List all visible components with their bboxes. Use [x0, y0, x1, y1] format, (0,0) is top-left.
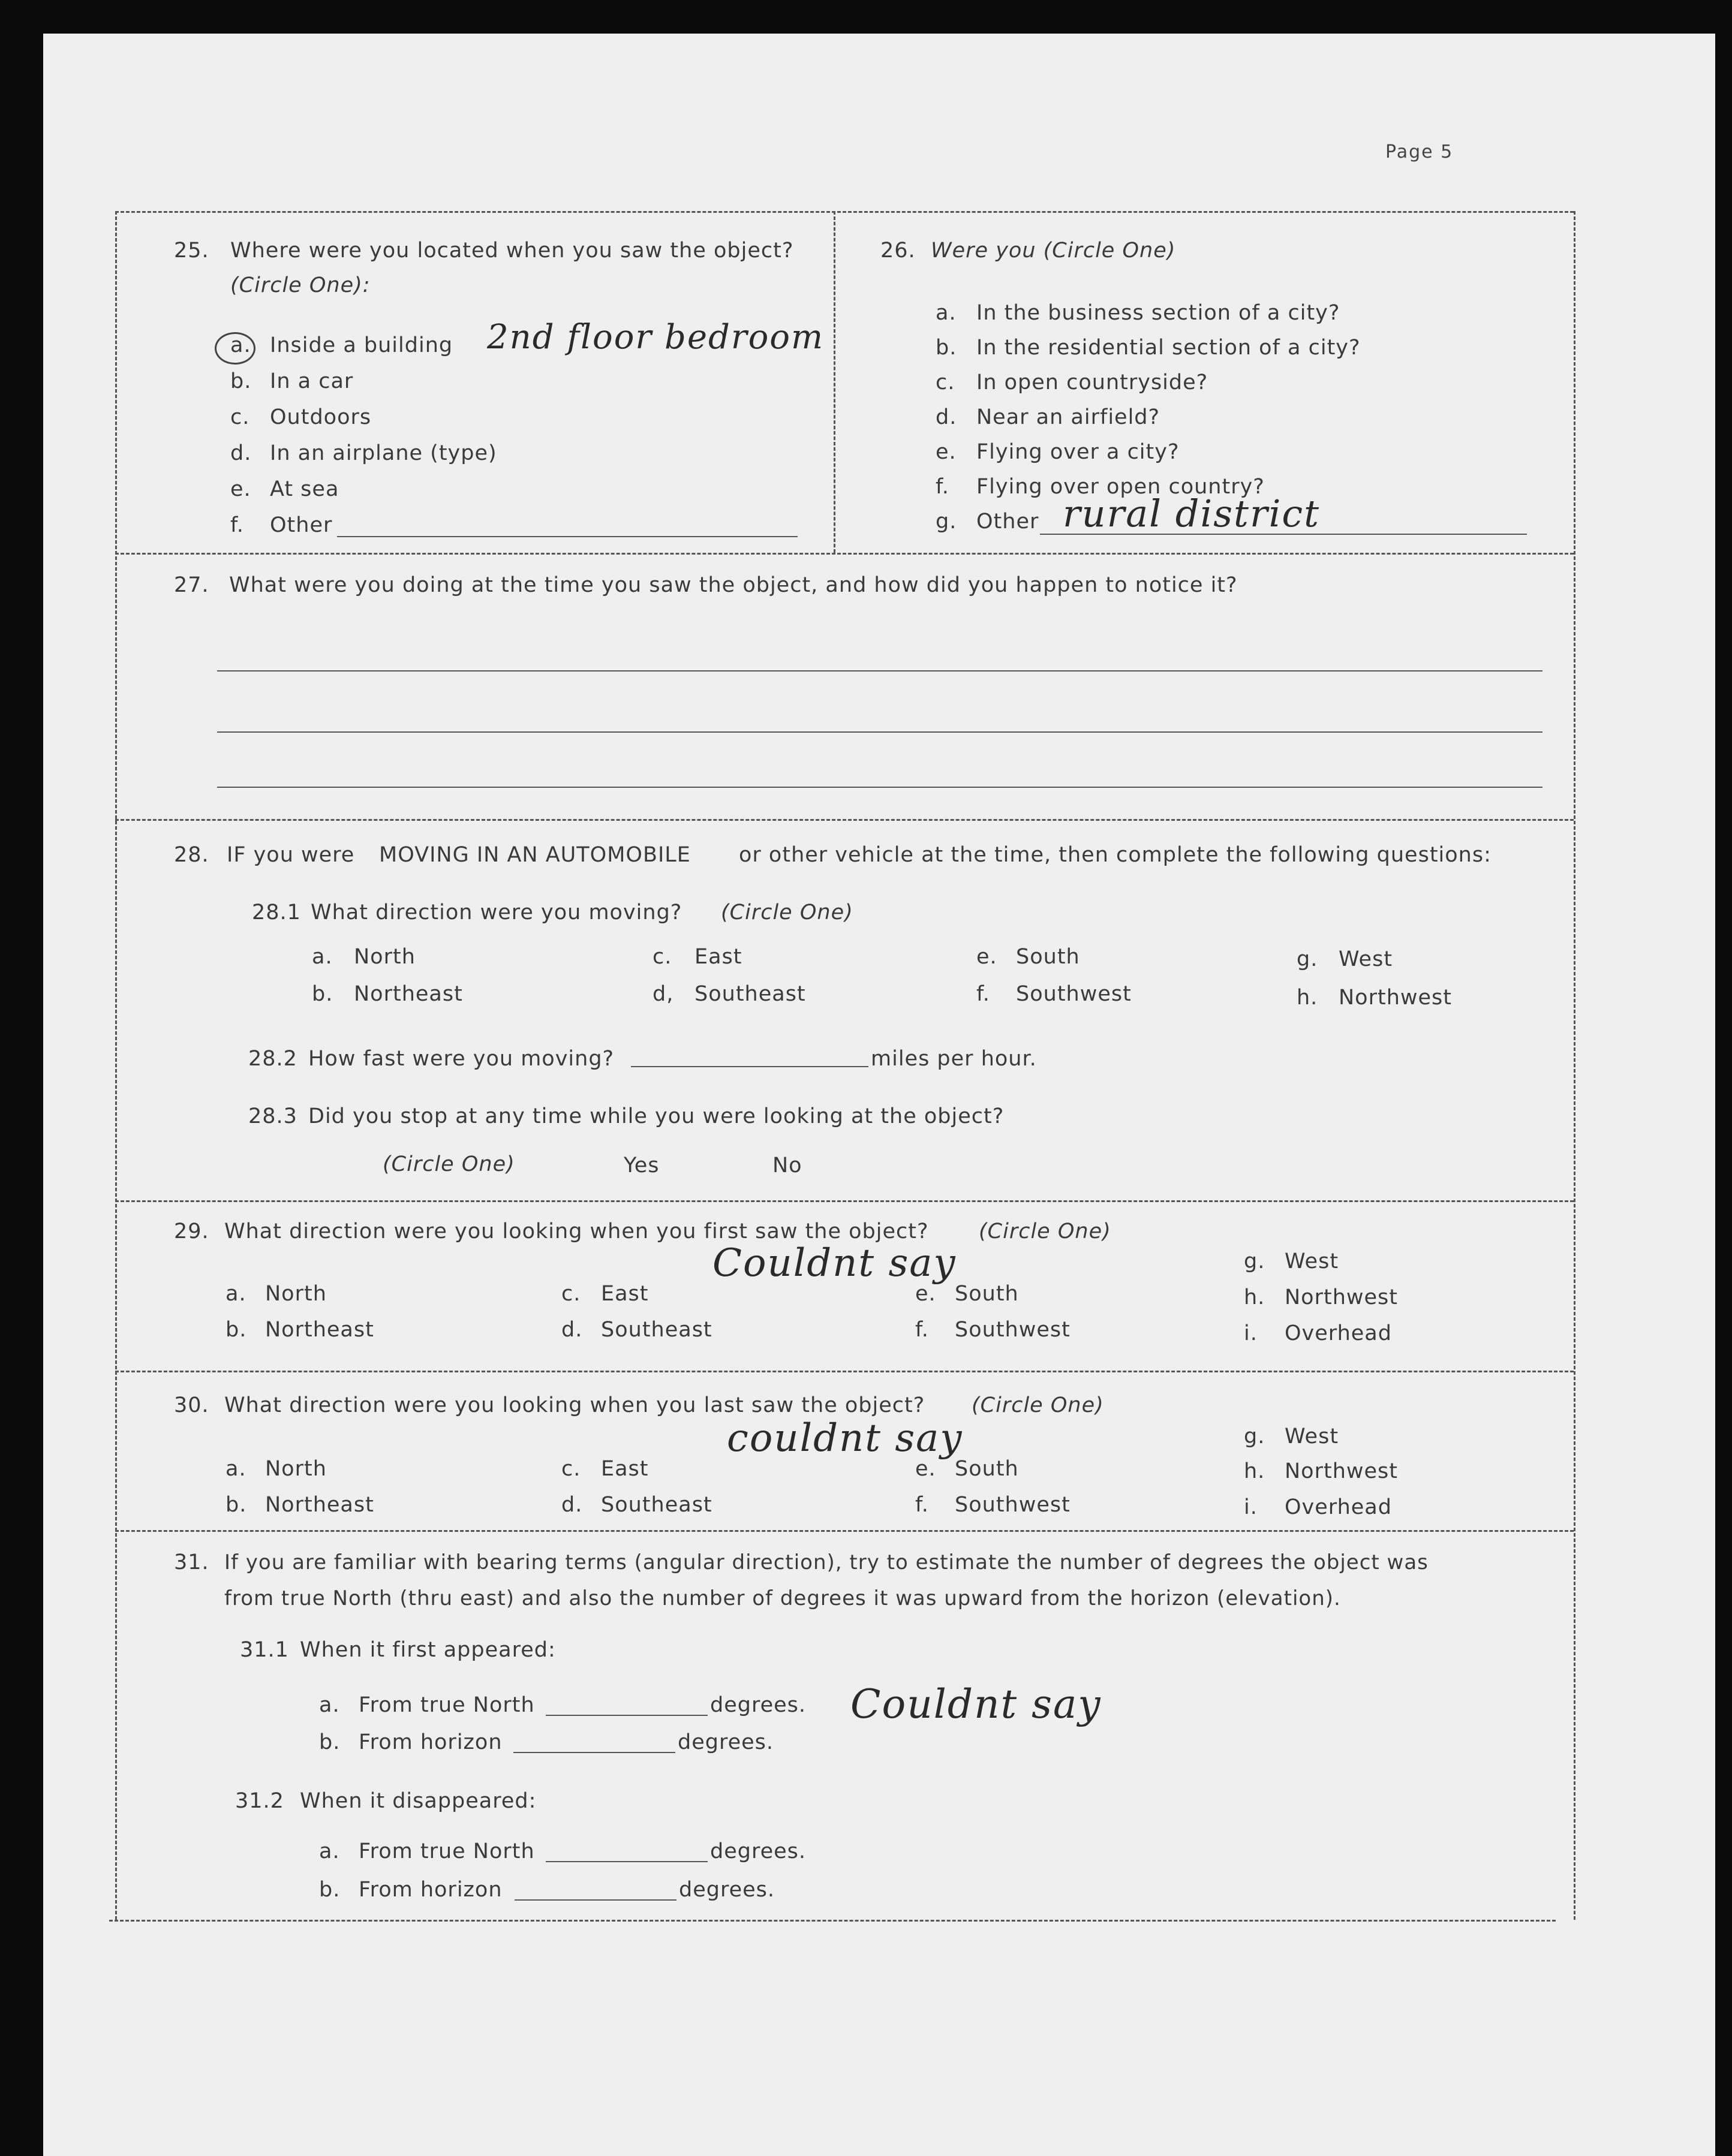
q28-1-option-b-letter: b.: [312, 982, 333, 1006]
divider-q25-q26: [834, 211, 835, 553]
q27-answer-line-2[interactable]: [217, 731, 1542, 733]
q25-option-c-letter: c.: [230, 405, 250, 429]
q31-2-a-label: From true North: [359, 1839, 535, 1863]
q28-text-caps: MOVING IN AN AUTOMOBILE: [379, 843, 691, 867]
q31-handwritten-answer: Couldnt say: [850, 1681, 1102, 1727]
q31-2-b-label: From horizon: [359, 1878, 503, 1902]
form-left-border: [115, 211, 117, 1920]
q31-1-a-letter: a.: [319, 1693, 340, 1717]
q29-option-c[interactable]: East: [601, 1282, 649, 1306]
q27-text: What were you doing at the time you saw the object, and how did you happen to notice it?: [229, 573, 1238, 597]
q30-number: 30.: [174, 1393, 209, 1417]
q28-number: 28.: [174, 843, 209, 867]
divider-q29-q30: [115, 1371, 1574, 1372]
q28-2-speed-field[interactable]: [631, 1066, 868, 1067]
q30-option-b[interactable]: Northeast: [265, 1493, 374, 1517]
q30-option-i[interactable]: Overhead: [1285, 1495, 1392, 1519]
q28-3-number: 28.3: [248, 1104, 297, 1128]
q28-3-no[interactable]: No: [772, 1154, 802, 1178]
q28-1-text: What direction were you moving?: [311, 901, 682, 925]
q28-3-instruction: (Circle One): [383, 1152, 515, 1176]
q26-handwritten-answer: rural district: [1063, 492, 1321, 535]
q25-option-a[interactable]: Inside a building: [270, 333, 453, 357]
q28-1-option-f[interactable]: Southwest: [1016, 982, 1132, 1006]
q25-option-a-letter: a.: [230, 333, 251, 357]
q31-1-a-label: From true North: [359, 1693, 535, 1717]
q29-option-f[interactable]: Southwest: [955, 1318, 1071, 1342]
q30-option-f-letter: f.: [915, 1493, 929, 1517]
q30-option-e[interactable]: South: [955, 1457, 1019, 1481]
divider-q25-q27: [115, 553, 1574, 555]
form-right-border: [1574, 211, 1575, 1920]
q29-option-d[interactable]: Southeast: [601, 1318, 712, 1342]
q26-text: Were you (Circle One): [931, 239, 1176, 263]
q25-handwritten-answer: 2nd floor bedroom: [487, 318, 825, 357]
q31-2-b-suffix: degrees.: [679, 1878, 775, 1902]
q29-number: 29.: [174, 1219, 209, 1243]
q28-2-suffix: miles per hour.: [871, 1047, 1037, 1071]
q28-1-option-g[interactable]: West: [1339, 947, 1393, 971]
q26-option-f[interactable]: Flying over open country?: [976, 475, 1265, 499]
q25-option-e[interactable]: At sea: [270, 477, 339, 501]
q26-option-g-letter: g.: [936, 510, 957, 534]
q28-3-yes[interactable]: Yes: [624, 1154, 660, 1178]
q28-1-option-c[interactable]: East: [694, 945, 742, 969]
divider-q27-q28: [115, 819, 1574, 821]
q26-option-c[interactable]: In open countryside?: [976, 371, 1208, 395]
q31-1-a-suffix: degrees.: [710, 1693, 807, 1717]
q31-2-a-field[interactable]: [546, 1861, 708, 1862]
q31-2-number: 31.2: [235, 1789, 284, 1813]
q25-option-b-letter: b.: [230, 369, 252, 393]
q26-option-a[interactable]: In the business section of a city?: [976, 301, 1340, 325]
q26-number: 26.: [880, 239, 916, 263]
q25-option-d[interactable]: In an airplane (type): [270, 441, 497, 465]
q30-option-i-letter: i.: [1244, 1495, 1258, 1519]
q25-option-f-letter: f.: [230, 513, 244, 537]
q26-option-d-letter: d.: [936, 405, 957, 429]
divider-q30-q31: [115, 1530, 1574, 1532]
q28-1-option-g-letter: g.: [1297, 947, 1318, 971]
q30-option-a-letter: a.: [225, 1457, 246, 1481]
q29-option-b[interactable]: Northeast: [265, 1318, 374, 1342]
q26-option-b[interactable]: In the residential section of a city?: [976, 336, 1361, 360]
page-number: Page 5: [1385, 141, 1454, 162]
q25-option-d-letter: d.: [230, 441, 252, 465]
q31-2-a-letter: a.: [319, 1839, 340, 1863]
q26-option-a-letter: a.: [936, 301, 957, 325]
q26-option-e-letter: e.: [936, 440, 957, 464]
q29-option-h-letter: h.: [1244, 1285, 1265, 1309]
q28-1-option-h-letter: h.: [1297, 986, 1318, 1010]
q30-instruction: (Circle One): [972, 1393, 1104, 1417]
q25-number: 25.: [174, 239, 209, 263]
divider-q28-q29: [115, 1200, 1574, 1202]
q28-1-option-a[interactable]: North: [354, 945, 416, 969]
q31-2-a-suffix: degrees.: [710, 1839, 807, 1863]
q26-option-c-letter: c.: [936, 371, 955, 395]
q28-1-option-e-letter: e.: [976, 945, 997, 969]
q25-other-underline[interactable]: [337, 536, 798, 537]
q31-1-number: 31.1: [240, 1638, 289, 1662]
q25-text: Where were you located when you saw the object?: [230, 239, 794, 263]
q31-1-a-field[interactable]: [546, 1715, 708, 1716]
q31-text-line-1: If you are familiar with bearing terms (angular direction), try to estimate the number of degrees the object was: [224, 1550, 1429, 1574]
q28-1-option-d[interactable]: Southeast: [694, 982, 806, 1006]
q30-option-b-letter: b.: [225, 1493, 247, 1517]
q25-option-b[interactable]: In a car: [270, 369, 354, 393]
q31-1-b-letter: b.: [319, 1730, 341, 1754]
q28-3-text: Did you stop at any time while you were looking at the object?: [308, 1104, 1005, 1128]
q29-option-g-letter: g.: [1244, 1249, 1265, 1273]
q29-option-b-letter: b.: [225, 1318, 247, 1342]
q29-handwritten-answer: Couldnt say: [712, 1241, 957, 1285]
q30-option-g-letter: g.: [1244, 1425, 1265, 1449]
q30-option-e-letter: e.: [915, 1457, 936, 1481]
q31-2-b-field[interactable]: [515, 1899, 676, 1901]
q30-option-c-letter: c.: [561, 1457, 581, 1481]
q29-option-g[interactable]: West: [1285, 1249, 1339, 1273]
q29-option-e-letter: e.: [915, 1282, 936, 1306]
q28-1-option-h[interactable]: Northwest: [1339, 986, 1453, 1010]
q29-option-h[interactable]: Northwest: [1285, 1285, 1399, 1309]
q27-answer-line-1[interactable]: [217, 670, 1542, 672]
q28-1-option-b[interactable]: Northeast: [354, 982, 463, 1006]
q26-option-e[interactable]: Flying over a city?: [976, 440, 1180, 464]
q28-text-a: IF you were: [227, 843, 355, 867]
q29-option-d-letter: d.: [561, 1318, 583, 1342]
q27-number: 27.: [174, 573, 209, 597]
q28-1-option-f-letter: f.: [976, 982, 990, 1006]
q31-text-line-2: from true North (thru east) and also the number of degrees it was upward from the horizon (elevation).: [224, 1586, 1341, 1610]
q29-option-a[interactable]: North: [265, 1282, 327, 1306]
q31-1-text: When it first appeared:: [300, 1638, 556, 1662]
q29-option-i-letter: i.: [1244, 1321, 1258, 1345]
q29-option-i[interactable]: Overhead: [1285, 1321, 1392, 1345]
form-page: [43, 34, 1715, 2156]
q30-option-a[interactable]: North: [265, 1457, 327, 1481]
q26-option-d[interactable]: Near an airfield?: [976, 405, 1160, 429]
q25-option-f[interactable]: Other: [270, 513, 333, 537]
q28-1-option-d-letter: d,: [652, 982, 674, 1006]
q30-handwritten-answer: couldnt say: [727, 1416, 963, 1461]
q28-1-option-e[interactable]: South: [1016, 945, 1080, 969]
q30-option-c[interactable]: East: [601, 1457, 649, 1481]
form-bottom-border: [109, 1920, 1556, 1922]
q29-option-c-letter: c.: [561, 1282, 581, 1306]
form-top-border: [115, 211, 1574, 213]
q25-option-c[interactable]: Outdoors: [270, 405, 372, 429]
q28-2-number: 28.2: [248, 1047, 297, 1071]
q28-1-instruction: (Circle One): [721, 901, 853, 925]
q26-option-f-letter: f.: [936, 475, 949, 499]
q26-option-g[interactable]: Other: [976, 510, 1039, 534]
q31-2-b-letter: b.: [319, 1878, 341, 1902]
q28-1-option-c-letter: c.: [652, 945, 672, 969]
q30-option-d[interactable]: Southeast: [601, 1493, 712, 1517]
q31-2-text: When it disappeared:: [300, 1789, 537, 1813]
q28-1-number: 28.1: [252, 901, 301, 925]
q26-option-b-letter: b.: [936, 336, 957, 360]
q25-instruction: (Circle One):: [230, 273, 371, 297]
q27-answer-line-3[interactable]: [217, 787, 1542, 788]
q30-option-g[interactable]: West: [1285, 1425, 1339, 1449]
q29-option-a-letter: a.: [225, 1282, 246, 1306]
q29-text: What direction were you looking when you first saw the object?: [224, 1219, 929, 1243]
q30-option-h-letter: h.: [1244, 1459, 1265, 1483]
q31-number: 31.: [174, 1550, 209, 1574]
q30-option-d-letter: d.: [561, 1493, 583, 1517]
q28-text-b: or other vehicle at the time, then complete the following questions:: [739, 843, 1492, 867]
q31-1-b-field[interactable]: [513, 1752, 675, 1753]
q29-instruction: (Circle One): [979, 1219, 1111, 1243]
q28-2-text: How fast were you moving?: [308, 1047, 615, 1071]
q25-option-e-letter: e.: [230, 477, 251, 501]
q31-1-b-label: From horizon: [359, 1730, 503, 1754]
q31-1-b-suffix: degrees.: [678, 1730, 774, 1754]
q29-option-f-letter: f.: [915, 1318, 929, 1342]
q30-option-h[interactable]: Northwest: [1285, 1459, 1399, 1483]
q30-text: What direction were you looking when you last saw the object?: [224, 1393, 925, 1417]
q29-option-e[interactable]: South: [955, 1282, 1019, 1306]
q30-option-f[interactable]: Southwest: [955, 1493, 1071, 1517]
q28-1-option-a-letter: a.: [312, 945, 333, 969]
